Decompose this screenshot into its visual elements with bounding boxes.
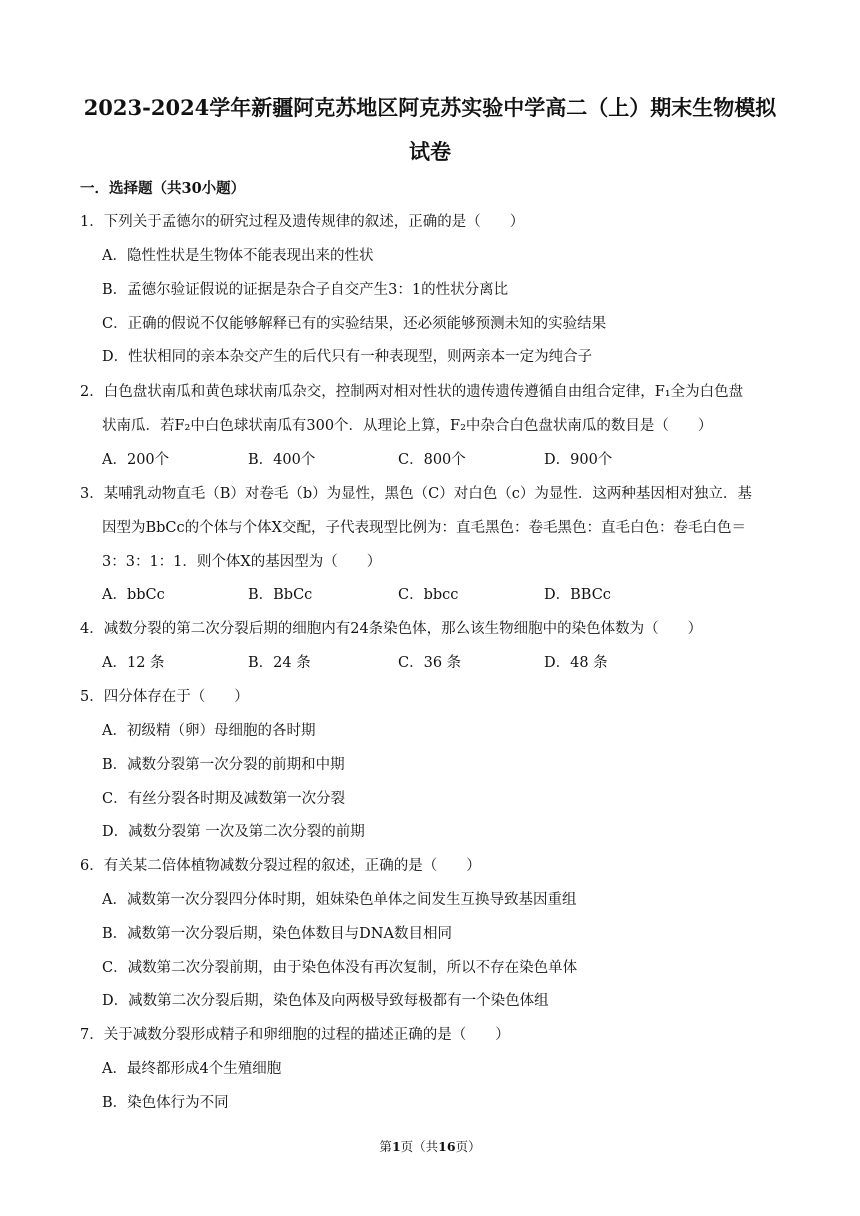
- footer-suffix: 页）: [455, 1139, 481, 1154]
- question-2-option-c: C．800个: [398, 452, 466, 468]
- question-6-stem: 6．有关某二倍体植物减数分裂过程的叙述，正确的是（ ）: [80, 858, 481, 874]
- question-4-option-d: D．48 条: [544, 655, 608, 671]
- question-1-option-c: C．正确的假说不仅能够解释已有的实验结果，还必须能够预测未知的实验结果: [102, 316, 607, 332]
- question-4-option-a: A．12 条: [102, 655, 165, 671]
- question-3-stem-line2: 因型为BbCc的个体与个体X交配，子代表现型比例为：直毛黑色：卷毛黑色：直毛白色：卷毛白色＝: [102, 520, 746, 536]
- question-6-option-d: D．减数第二次分裂后期，染色体及向两极导致每极都有一个染色体组: [102, 993, 549, 1009]
- question-3-option-d: D．BBCc: [544, 587, 611, 603]
- document-title-line2: 试卷: [409, 139, 451, 164]
- question-5-option-c: C．有丝分裂各时期及减数第一次分裂: [102, 791, 346, 807]
- question-5-stem: 5．四分体存在于（ ）: [80, 689, 249, 705]
- question-4-option-b: B．24 条: [248, 655, 311, 671]
- question-2-stem-line1: 2．白色盘状南瓜和黄色球状南瓜杂交，控制两对相对性状的遗传遗传遵循自由组合定律，F₁全为白色盘: [80, 384, 744, 400]
- footer-prefix: 第: [379, 1139, 392, 1154]
- footer-page-number: 1: [391, 1139, 401, 1154]
- question-3-stem-line3: 3：3：1：1．则个体X的基因型为（ ）: [102, 554, 382, 570]
- question-3-option-a: A．bbCc: [102, 587, 165, 603]
- document-title-line1: 2023-2024学年新疆阿克苏地区阿克苏实验中学高二（上）期末生物模拟: [83, 95, 777, 120]
- question-6-option-c: C．减数第二次分裂前期，由于染色体没有再次复制，所以不存在染色单体: [102, 960, 578, 976]
- question-3-stem-line1: 3．某哺乳动物直毛（B）对卷毛（b）为显性，黑色（C）对白色（c）为显性．这两种基因相对独立．基: [80, 486, 752, 502]
- question-1-option-b: B．孟德尔验证假说的证据是杂合子自交产生3：1的性状分离比: [102, 282, 509, 298]
- page-footer: [0, 1139, 860, 1155]
- question-2-option-a: A．200个: [102, 452, 170, 468]
- question-1-option-d: D．性状相同的亲本杂交产生的后代只有一种表现型，则两亲本一定为纯合子: [102, 349, 593, 365]
- question-2-option-d: D．900个: [544, 452, 613, 468]
- footer-middle: 页（共: [400, 1139, 439, 1154]
- question-7-stem: 7．关于减数分裂形成精子和卵细胞的过程的描述正确的是（ ）: [80, 1027, 510, 1043]
- question-7-option-a: A．最终都形成4个生殖细胞: [102, 1061, 282, 1077]
- question-3-option-c: C．bbcc: [398, 587, 459, 603]
- question-1-option-a: A．隐性性状是生物体不能表现出来的性状: [102, 248, 374, 264]
- question-1-stem: 1．下列关于孟德尔的研究过程及遗传规律的叙述，正确的是（ ）: [80, 214, 525, 230]
- question-5-option-d: D．减数分裂第 一次及第二次分裂的前期: [102, 824, 365, 840]
- question-6-option-a: A．减数第一次分裂四分体时期，姐妹染色单体之间发生互换导致基因重组: [102, 892, 577, 908]
- footer-total-pages: 16: [438, 1139, 456, 1154]
- question-5-option-b: B．减数分裂第一次分裂的前期和中期: [102, 757, 345, 773]
- section-heading: 一．选择题（共30小题）: [80, 180, 246, 197]
- question-2-option-b: B．400个: [248, 452, 316, 468]
- question-2-stem-line2: 状南瓜．若F₂中白色球状南瓜有300个．从理论上算，F₂中杂合白色盘状南瓜的数目是（ ）: [102, 418, 713, 434]
- question-7-option-b: B．染色体行为不同: [102, 1095, 229, 1111]
- question-4-stem: 4．减数分裂的第二次分裂后期的细胞内有24条染色体，那么该生物细胞中的染色体数为（ ）: [80, 621, 703, 637]
- question-4-option-c: C．36 条: [398, 655, 462, 671]
- question-3-option-b: B．BbCc: [248, 587, 313, 603]
- question-6-option-b: B．减数第一次分裂后期，染色体数目与DNA数目相同: [102, 926, 452, 942]
- question-5-option-a: A．初级精（卵）母细胞的各时期: [102, 723, 316, 739]
